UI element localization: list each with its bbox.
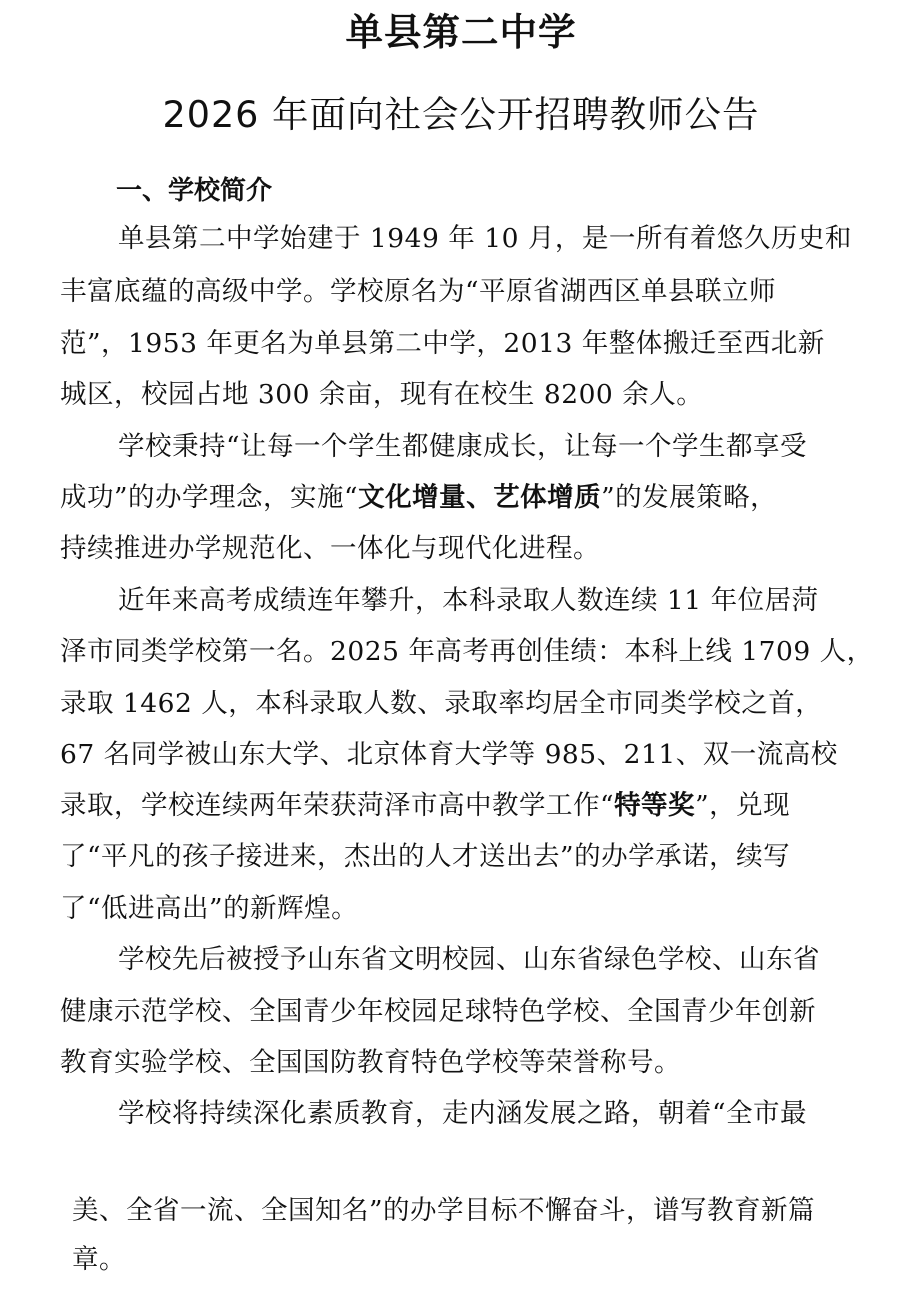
paragraph3-line5-text-end: ”，兑现 [695,790,791,821]
paragraph5-line1: 学校将持续深化素质教育，走内涵发展之路，朝着“全市最 [118,1098,808,1129]
paragraph3-line2: 泽市同类学校第一名。2025 年高考再创佳绩：本科上线 1709 人， [60,636,874,667]
paragraph1-line2: 丰富底蕴的高级中学。学校原名为“平原省湖西区单县联立师 [60,276,777,307]
emphasis-award: 特等奖 [614,790,696,821]
paragraph3-line1: 近年来高考成绩连年攀升，本科录取人数连续 11 年位居菏 [118,585,819,616]
paragraph2-line3: 持续推进办学规范化、一体化与现代化进程。 [60,533,600,564]
paragraph1-line3: 范”，1953 年更名为单县第二中学，2013 年整体搬迁至西北新 [60,328,825,359]
paragraph4-line1: 学校先后被授予山东省文明校园、山东省绿色学校、山东省 [118,944,820,975]
section-heading-school-intro: 一、学校简介 [116,176,273,206]
paragraph3-line5 [60,786,790,826]
paragraph2-line2-text: 成功”的办学理念，实施“ [60,482,359,513]
document-subtitle: 2026 年面向社会公开招聘教师公告 [162,93,760,136]
paragraph3-line5-text: 录取，学校连续两年荣获菏泽市高中教学工作“ [60,790,615,821]
paragraph4-line3: 教育实验学校、全国国防教育特色学校等荣誉称号。 [60,1047,681,1078]
paragraph3-line4: 67 名同学被山东大学、北京体育大学等 985、211、双一流高校 [60,739,838,770]
paragraph3-line3: 录取 1462 人，本科录取人数、录取率均居全市同类学校之首， [60,688,823,719]
emphasis-strategy: 文化增量、艺体增质 [358,482,602,513]
paragraph2-line2-text-end: ”的发展策略， [601,482,778,513]
paragraph3-line7: 了“低进高出”的新辉煌。 [60,893,359,924]
paragraph4-line2: 健康示范学校、全国青少年校园足球特色学校、全国青少年创新 [60,996,816,1027]
paragraph3-line6: 了“平凡的孩子接进来，杰出的人才送出去”的办学承诺，续写 [60,841,791,872]
paragraph5-line2: 美、全省一流、全国知名”的办学目标不懈奋斗，谱写教育新篇 [72,1195,816,1226]
paragraph5-line3: 章。 [72,1244,126,1275]
paragraph1-line4: 城区，校园占地 300 余亩，现有在校生 8200 余人。 [60,379,704,410]
document-title: 单县第二中学 [345,10,577,54]
paragraph2-line2 [60,478,777,518]
paragraph2-line1: 学校秉持“让每一个学生都健康成长，让每一个学生都享受 [118,431,808,462]
paragraph1-line1: 单县第二中学始建于 1949 年 10 月，是一所有着悠久历史和 [118,223,852,254]
